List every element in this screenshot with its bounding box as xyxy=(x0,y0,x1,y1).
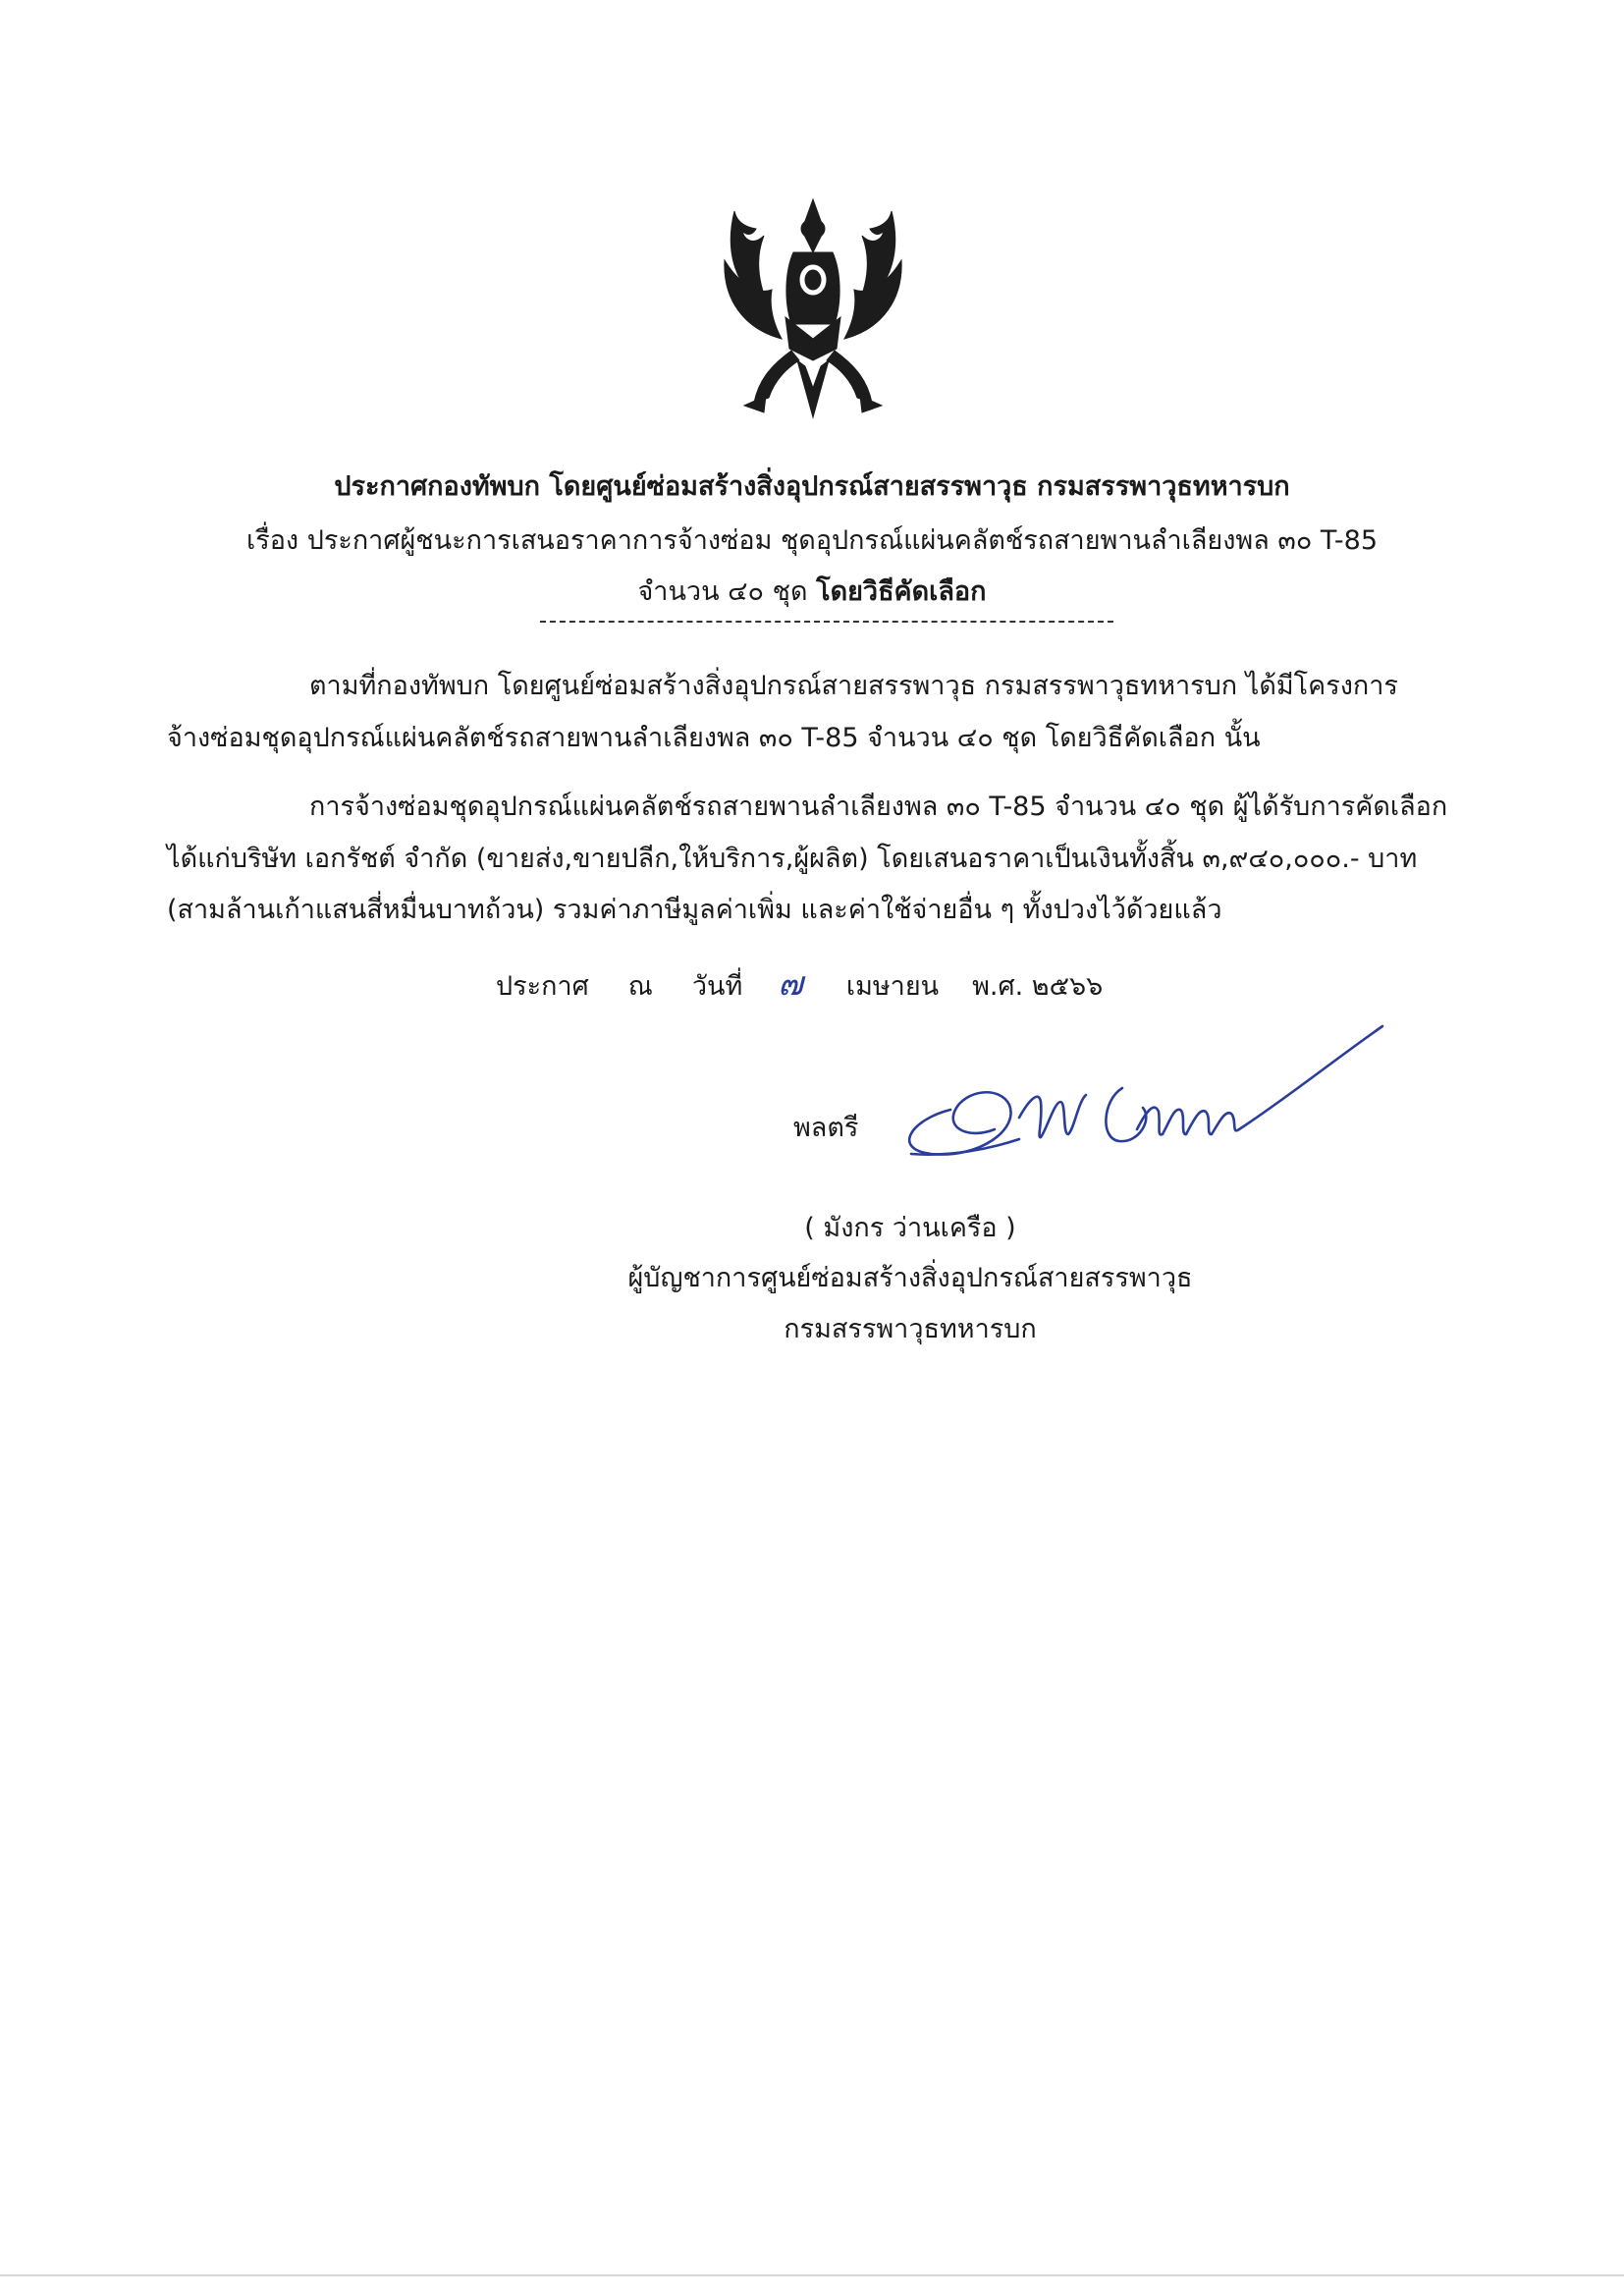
announcement-title: ประกาศกองทัพบก โดยศูนย์ซ่อมสร้างสิ่งอุปกรณ์สายสรรพาวุธ กรมสรรพาวุธทหารบก xyxy=(334,471,1290,502)
paragraph-2-line-1: การจ้างซ่อมชุดอุปกรณ์แผ่นคลัตช์รถสายพานลำเลียงพล ๓๐ T-85 จำนวน ๔๐ ชุด ผู้ได้รับการคัดเลือก xyxy=(309,792,1448,822)
paragraph-2-line-2: ได้แก่บริษัท เอกรัชต์ จำกัด (ขายส่ง,ขายปลีก,ให้บริการ,ผู้ผลิต) โดยเสนอราคาเป็นเงินทั้งสิ้น ๓,๙๔๐,๐๐๐.- บาท xyxy=(167,844,1418,874)
day-label: วันที่ xyxy=(691,971,743,1002)
paragraph-1-line-1: ตามที่กองทัพบก โดยศูนย์ซ่อมสร้างสิ่งอุปกรณ์สายสรรพาวุธ กรมสรรพาวุธทหารบก ได้มีโครงการ xyxy=(309,671,1398,701)
year: พ.ศ. ๒๕๖๖ xyxy=(972,971,1104,1002)
at-label: ณ xyxy=(627,971,653,1002)
day-value: ๗ xyxy=(778,964,803,1004)
signatory-name: ( มังกร ว่านเครือ ) xyxy=(804,1213,1016,1243)
announce-label: ประกาศ xyxy=(496,971,589,1002)
month: เมษายน xyxy=(845,971,940,1002)
subject-line: เรื่อง ประกาศผู้ชนะการเสนอราคาการจ้างซ่อม ชุดอุปกรณ์แผ่นคลัตช์รถสายพานลำเลียงพล ๓๐ T-85 xyxy=(245,525,1378,556)
signatory-rank: พลตรี xyxy=(793,1113,859,1143)
scan-edge xyxy=(0,2274,1624,2276)
garuda-emblem-icon xyxy=(715,191,911,427)
paragraph-1-line-2: จ้างซ่อมชุดอุปกรณ์แผ่นคลัตช์รถสายพานลำเลียงพล ๓๐ T-85 จำนวน ๔๐ ชุด โดยวิธีคัดเลือก นั้น xyxy=(167,723,1261,753)
subject-method: โดยวิธีคัดเลือก xyxy=(816,576,987,607)
subject-quantity: จำนวน ๔๐ ชุด xyxy=(637,576,817,607)
signatory-position: ผู้บัญชาการศูนย์ซ่อมสร้างสิ่งอุปกรณ์สายสรรพาวุธ xyxy=(627,1263,1193,1293)
separator-line xyxy=(540,621,1113,623)
subject-line-2 xyxy=(0,574,1624,610)
handwritten-signature xyxy=(872,992,1392,1188)
paragraph-2-line-3: (สามล้านเก้าแสนสี่หมื่นบาทถ้วน) รวมค่าภาษีมูลค่าเพิ่ม และค่าใช้จ่ายอื่น ๆ ทั้งปวงไว้ด้วยแล้ว xyxy=(167,895,1222,925)
signatory-department: กรมสรรพาวุธทหารบก xyxy=(784,1314,1037,1344)
